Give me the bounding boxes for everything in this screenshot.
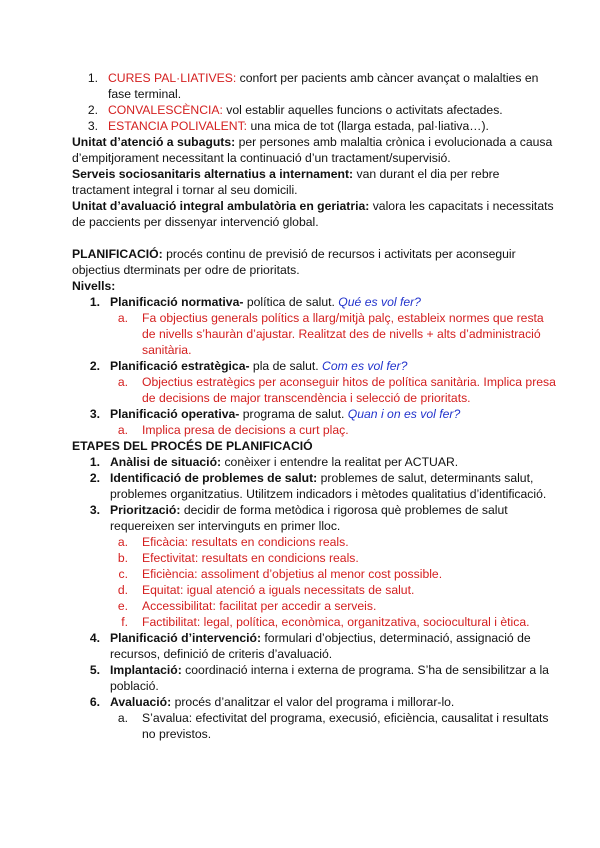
paragraph (72, 134, 560, 166)
list-text: pla de salut. (249, 359, 323, 373)
list-term: Planificació normativa- (110, 295, 244, 309)
paragraph-text: valora les capacitats i necessitats de paccients per dissenyar intervenció global. (72, 199, 554, 229)
paragraph-term: PLANIFICACIÓ: (72, 247, 163, 261)
sub-list-text: Implica presa de decisions a curt plaç. (142, 423, 349, 437)
sub-list-text: Objectius estratègics per aconseguir hitos de política sanitària. Implica presa de decisions de major transcendència i selecció de prioritats. (142, 375, 556, 405)
list-item (72, 662, 560, 694)
sub-list-letter: a. (117, 375, 128, 389)
list-number: 1. (89, 455, 100, 469)
sub-list-text: Eficiència: assoliment d’objetius al menor cost possible. (142, 567, 443, 581)
list-label: ESTANCIA POLIVALENT: (108, 119, 248, 133)
list-text: formulari d’objectius, determinació, assignació de recursos, definició de criteris d’avaluació. (110, 631, 531, 661)
list-number: 6. (89, 695, 100, 709)
sub-list-letter: e. (117, 599, 128, 613)
paragraph (72, 166, 560, 198)
sub-list-letter: a. (117, 423, 128, 437)
list-item (72, 70, 560, 102)
paragraph-text: van durant el dia per rebre tractament integral i tornar al seu domicili. (72, 167, 500, 197)
sub-list-item (110, 566, 560, 582)
list-term: Implantació: (110, 663, 182, 677)
list-term: Identificació de problemes de salut: (110, 471, 318, 485)
list-number: 3. (89, 503, 100, 517)
levels-heading: Nivells: (72, 279, 116, 293)
list-number: 3. (89, 407, 100, 421)
list-number: 2. (87, 103, 98, 117)
sub-list-item (110, 614, 560, 630)
sub-list-letter: a. (117, 535, 128, 549)
list-item (72, 630, 560, 662)
list-text: una mica de tot (llarga estada, pal·liativa…). (247, 119, 489, 133)
sub-list-text: Accessibilitat: facilitat per accedir a serveis. (142, 599, 377, 613)
paragraph-text: per persones amb malaltia crònica i evolucionada a causa d’empitjorament necessitant la continuació d’un tractament/supervisió. (72, 135, 553, 165)
list-term: Priorització: (110, 503, 181, 517)
list-text: confort per pacients amb càncer avançat o malalties en fase terminal. (108, 71, 539, 101)
sub-list-item (110, 534, 560, 550)
sub-list-item (110, 310, 560, 358)
sub-list-text: S’avalua: efectivitat del programa, execusió, eficiència, causalitat i resultats no previstos. (142, 711, 549, 741)
list-item (72, 118, 560, 134)
list-item (72, 406, 560, 438)
paragraph (72, 198, 560, 230)
list-term: Planificació estratègica- (110, 359, 250, 373)
sub-list-item (110, 374, 560, 406)
list-text: programa de salut. (239, 407, 348, 421)
sub-list-item (110, 598, 560, 614)
list-text: decidir de forma metòdica i rigorosa què problemes de salut requereixen ser intervinguts en primer lloc. (110, 503, 508, 533)
sub-list-letter: b. (117, 551, 128, 565)
paragraph-term: Unitat d’atenció a subaguts: (72, 135, 236, 149)
list-text: problemes de salut, determinants salut, problemes organitzatius. Utilitzem indicadors i mètodes qualitatius d’identificació. (110, 471, 547, 501)
list-text: política de salut. (243, 295, 339, 309)
levels-list (72, 294, 560, 438)
sub-list-item (110, 582, 560, 598)
list-term: Planificació d’intervenció: (110, 631, 262, 645)
list-item (72, 502, 560, 630)
list-item (72, 358, 560, 406)
stages-heading: ETAPES DEL PROCÉS DE PLANIFICACIÓ (72, 439, 313, 453)
sub-list-letter: c. (118, 567, 128, 581)
list-text: coordinació interna i externa de programa. S’ha de sensibilitzar a la població. (110, 663, 549, 693)
sub-list-item (110, 710, 560, 742)
sub-list-letter: a. (117, 311, 128, 325)
list-number: 1. (87, 71, 98, 85)
list-item (72, 294, 560, 358)
care-types-list (72, 70, 560, 134)
list-text: vol establir aquelles funcions o activitats afectades. (222, 103, 503, 117)
list-text: procés d’analitzar el valor del programa i millorar-lo. (171, 695, 455, 709)
list-term: Planificació operativa- (110, 407, 240, 421)
sub-list-text: Efectivitat: resultats en condicions reals. (142, 551, 359, 565)
sub-list-text: Eficàcia: resultats en condicions reals. (142, 535, 349, 549)
list-label: CONVALESCÈNCIA: (108, 103, 223, 117)
list-question: Com es vol fer? (322, 359, 408, 373)
list-term: Anàlisi de situació: (110, 455, 222, 469)
sub-list-letter: a. (117, 711, 128, 725)
sub-list-text: Equitat: igual atenció a iguals necessitats de salut. (142, 583, 415, 597)
sub-list-text: Factibilitat: legal, política, econòmica, organitzativa, sociocultural i ètica. (142, 615, 530, 629)
list-item (72, 102, 560, 118)
sub-list-item (110, 550, 560, 566)
list-number: 3. (87, 119, 98, 133)
list-term: Avaluació: (110, 695, 172, 709)
list-item (72, 694, 560, 742)
paragraph-term: Unitat d’avaluació integral ambulatòria en geriatria: (72, 199, 370, 213)
paragraph-text: procés continu de previsió de recursos i activitats per aconseguir objectius dterminats per odre de prioritats. (72, 247, 516, 277)
sub-list-text: Fa objectius generals polítics a llarg/mitjà palç, estableix normes que resta de nivells s’hauràn d’ajustar. Realitzat des de nivells + alts d’administració sanitària. (142, 311, 544, 357)
list-text: conèixer i entendre la realitat per ACTUAR. (221, 455, 459, 469)
planificacio-paragraph (72, 246, 560, 278)
sub-list-item (110, 422, 560, 438)
list-number: 1. (89, 295, 100, 309)
list-number: 5. (89, 663, 100, 677)
sub-list-letter: f. (121, 615, 128, 629)
paragraph-term: Serveis sociosanitaris alternatius a internament: (72, 167, 354, 181)
list-number: 2. (89, 359, 100, 373)
list-number: 4. (89, 631, 100, 645)
list-number: 2. (89, 471, 100, 485)
list-question: Qué es vol fer? (338, 295, 421, 309)
list-question: Quan i on es vol fer? (347, 407, 461, 421)
list-item (72, 470, 560, 502)
list-item (72, 454, 560, 470)
list-label: CURES PAL·LIATIVES: (108, 71, 237, 85)
stages-list (72, 454, 560, 742)
sub-list-letter: d. (117, 583, 128, 597)
